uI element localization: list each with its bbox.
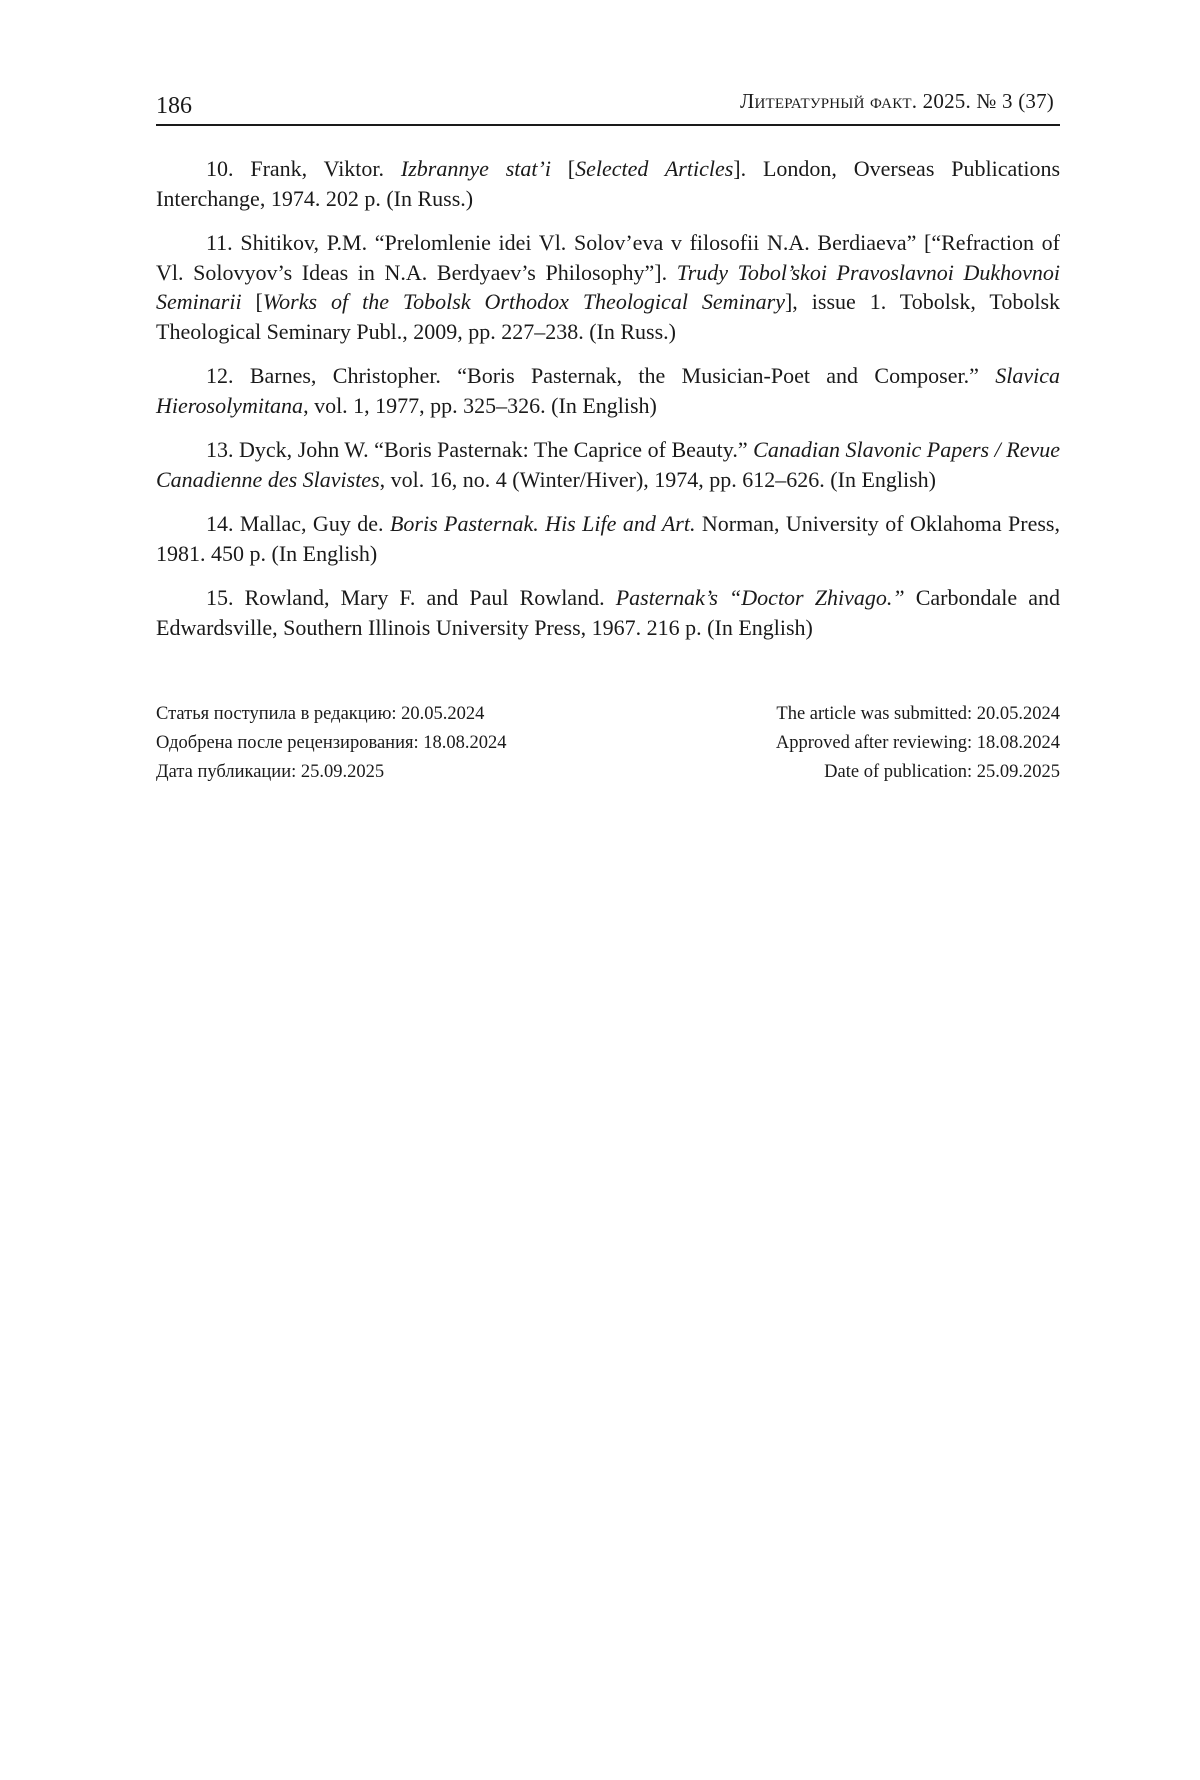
reference-number: 14. — [206, 511, 234, 536]
reference-text: [ — [550, 156, 576, 181]
reference-number: 15. — [206, 585, 234, 610]
reference-title-italic: Selected Articles — [575, 156, 734, 181]
reference-title-italic: Slavica Hierosolymitana — [156, 363, 1060, 418]
reference-text: Rowland, Mary F. and Paul Rowland. — [233, 585, 616, 610]
date-published-en: Date of publication: 25.09.2025 — [824, 762, 1060, 782]
reference-title-italic: Boris Pasternak. His Life and Art. — [389, 511, 696, 536]
journal-running-title: Литературный факт. 2025. № 3 (37) — [740, 89, 1054, 113]
dates-russian — [156, 700, 507, 787]
reference-number: 13. — [206, 437, 234, 462]
reference-item — [156, 435, 1060, 494]
reference-number: 11. — [206, 230, 233, 255]
reference-text: [ — [241, 289, 263, 314]
date-submitted-en: The article was submitted: 20.05.2024 — [776, 704, 1060, 724]
page-header — [156, 82, 1060, 126]
reference-text: Shitikov, P.M. “Prelomlenie idei Vl. Solov’eva v filosofii N.A. Berdiaeva” [“Refraction of Vl. Solovyov’s Ideas in N.A. Berdyaev’s Philosophy”]. — [156, 230, 1060, 285]
article-dates — [156, 700, 1060, 787]
reference-text: Norman, University of Oklahoma Press, 1981. 450 p. (In English) — [156, 511, 1060, 566]
reference-title-italic: Trudy Tobol’skoi Pravoslavnoi Dukhovnoi Seminarii — [156, 259, 1061, 314]
reference-number: 12. — [206, 363, 234, 388]
reference-text: Mallac, Guy de. — [233, 511, 390, 536]
reference-item — [156, 228, 1060, 346]
page-number: 186 — [156, 93, 192, 119]
document-page — [156, 82, 1060, 787]
reference-title-italic: Canadian Slavonic Papers / Revue Canadienne des Slavistes — [156, 437, 1060, 492]
reference-number: 10. — [206, 156, 234, 181]
reference-title-italic: Pasternak’s “Doctor Zhivago.” — [615, 585, 905, 610]
reference-title-italic: Izbrannye stat’i — [400, 156, 551, 181]
date-approved-ru: Одобрена после рецензирования: 18.08.2024 — [156, 733, 507, 753]
reference-item — [156, 583, 1060, 642]
reference-text: , vol. 1, 1977, pp. 325–326. (In English) — [303, 392, 657, 418]
reference-text: ], issue 1. Tobolsk, Tobolsk Theological Seminary Publ., 2009, pp. 227–238. (In Russ.) — [156, 289, 1061, 344]
reference-title-italic: Works of the Tobolsk Orthodox Theological Seminary — [262, 289, 785, 314]
reference-text: Dyck, John W. “Boris Pasternak: The Caprice of Beauty.” — [233, 437, 754, 462]
reference-item — [156, 154, 1060, 213]
reference-text: Frank, Viktor. — [233, 156, 401, 181]
reference-text: Barnes, Christopher. “Boris Pasternak, the Musician-Poet and Composer.” — [233, 363, 996, 388]
date-published-ru: Дата публикации: 25.09.2025 — [156, 762, 385, 782]
reference-text: , vol. 16, no. 4 (Winter/Hiver), 1974, pp. 612–626. (In English) — [379, 466, 937, 492]
reference-text: ]. London, Overseas Publications Interchange, 1974. 202 p. (In Russ.) — [156, 156, 1061, 211]
dates-english — [776, 700, 1060, 787]
reference-item — [156, 361, 1060, 420]
date-submitted-ru: Статья поступила в редакцию: 20.05.2024 — [156, 704, 485, 724]
reference-item — [156, 509, 1060, 568]
reference-list — [156, 154, 1060, 642]
reference-text: Carbondale and Edwardsville, Southern Illinois University Press, 1967. 216 p. (In English) — [156, 585, 1060, 640]
date-approved-en: Approved after reviewing: 18.08.2024 — [775, 733, 1060, 753]
